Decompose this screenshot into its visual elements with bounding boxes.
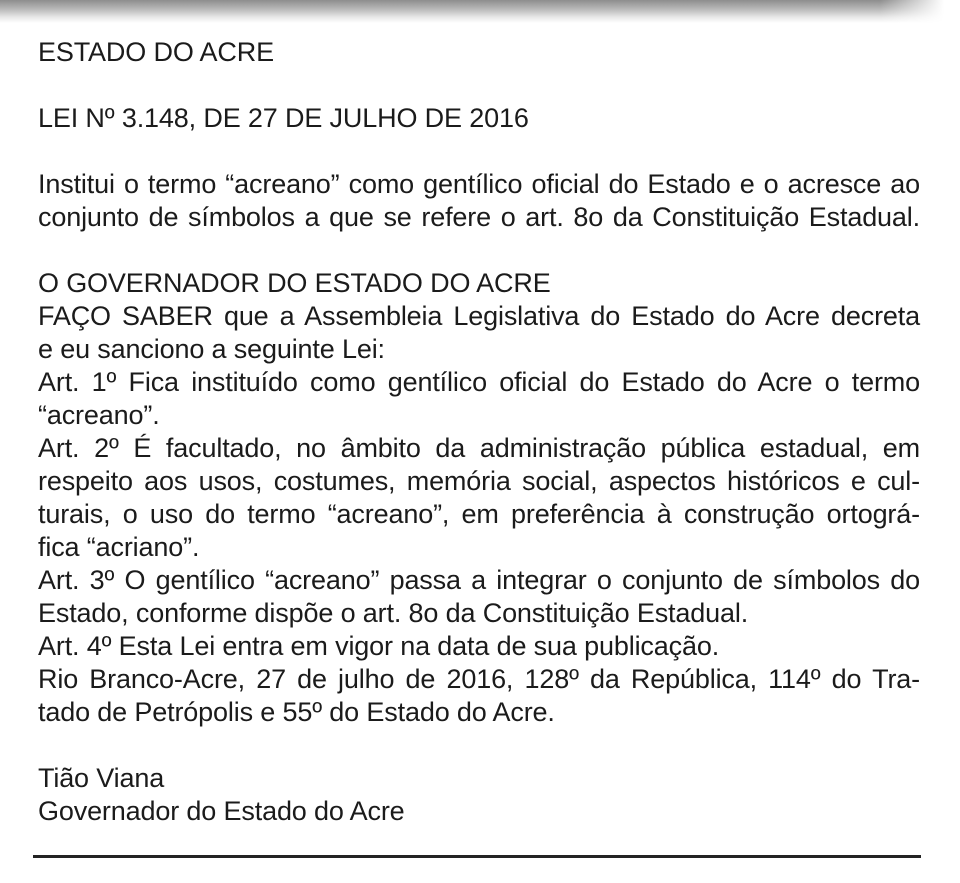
scan-shadow-top (0, 0, 960, 23)
article-1-line-2: “acreano”. (38, 400, 160, 430)
preamble-line-1: FAÇO SABER que a Assembleia Legislativa do Estado do Acre decreta (38, 301, 920, 331)
preamble-heading: O GOVERNADOR DO ESTADO DO ACRE (38, 268, 551, 298)
blank-line (38, 234, 920, 267)
article-2-line-4: fica “acriano”. (38, 532, 200, 562)
ementa-line-1: Institui o termo “acreano” como gentílico oficial do Estado e o acresce ao (38, 169, 920, 199)
enactment-line-2: tado de Petrópolis e 55º do Estado do Acre. (38, 697, 555, 727)
article-2-line-3: turais, o uso do termo “acreano”, em preferência à construção ortográ- (38, 499, 920, 529)
blank-line (38, 729, 920, 762)
article-3-line-2: Estado, conforme dispõe o art. 8o da Constituição Estadual. (38, 598, 749, 628)
article-3-line-1: Art. 3º O gentílico “acreano” passa a integrar o conjunto de símbolos do (38, 565, 920, 595)
signature-role: Governador do Estado do Acre (38, 796, 405, 826)
article-1-line-1: Art. 1º Fica instituído como gentílico oficial do Estado do Acre o termo (38, 367, 920, 397)
blank-line (38, 69, 920, 102)
state-heading: ESTADO DO ACRE (38, 37, 274, 67)
article-2-line-2: respeito aos usos, costumes, memória social, aspectos históricos e cul- (38, 466, 920, 496)
enactment-line-1: Rio Branco-Acre, 27 de julho de 2016, 128º da República, 114º do Tra- (38, 664, 920, 694)
ementa-line-2: conjunto de símbolos a que se refere o art. 8o da Constituição Estadual. (38, 202, 920, 232)
article-4-line: Art. 4º Esta Lei entra em vigor na data de sua publicação. (38, 631, 720, 661)
scan-shadow-corner-fade (880, 0, 960, 23)
preamble-line-2: e eu sanciono a seguinte Lei: (38, 334, 385, 364)
blank-line (38, 135, 920, 168)
signature-rule (33, 855, 921, 858)
signature-name: Tião Viana (38, 763, 165, 793)
article-2-line-1: Art. 2º É facultado, no âmbito da administração pública estadual, em (38, 433, 920, 463)
law-text-block (38, 36, 920, 828)
law-title: LEI Nº 3.148, DE 27 DE JULHO DE 2016 (38, 103, 529, 133)
